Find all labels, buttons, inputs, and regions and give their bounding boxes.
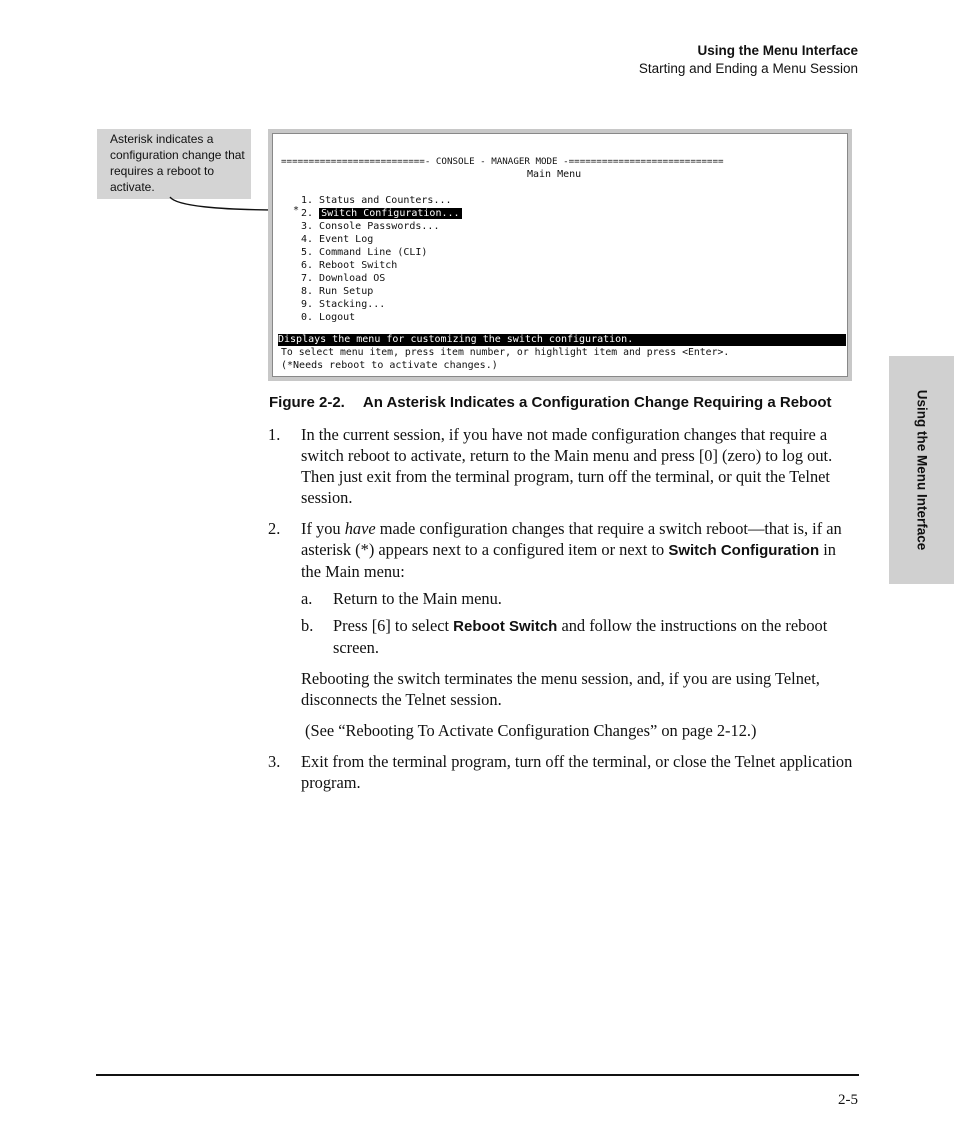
step-number: 3. [268, 752, 281, 771]
ui-keyword: Reboot Switch [453, 618, 558, 635]
text-run: If you [301, 519, 345, 538]
substep-letter: b. [301, 616, 314, 635]
footer-rule [96, 1074, 859, 1076]
figure-number: Figure 2-2. [269, 394, 345, 411]
menu-item-console-passwords: 3. Console Passwords... [301, 221, 440, 232]
menu-item-run-setup: 8. Run Setup [301, 286, 374, 297]
page-number: 2-5 [838, 1092, 858, 1108]
body-text [268, 424, 858, 803]
text-run: in the Main menu: [301, 540, 836, 581]
side-tab-label: Using the Menu Interface [914, 389, 929, 551]
reboot-note: Rebooting the switch terminates the menu session, and, if you are using Telnet, disconnects the Telnet session. [301, 669, 820, 709]
step-text: Exit from the terminal program, turn off the terminal, or close the Telnet application program. [301, 752, 853, 792]
step-1 [268, 424, 858, 508]
emphasis: have [344, 519, 376, 538]
menu-item-download-os: 7. Download OS [301, 273, 386, 284]
figure-caption [269, 394, 869, 411]
step-text: In the current session, if you have not made configuration changes that require a switch reboot to activate, return to the Main menu and press [0] (zero) to log out. Then just exit from the terminal program, turn off the terminal, or quit the Telnet session. [301, 425, 833, 507]
menu-item-logout: 0. Logout [301, 312, 356, 323]
substep-letter: a. [301, 589, 313, 608]
step-text [301, 518, 858, 582]
console-screenshot [268, 129, 852, 381]
ui-keyword: Switch Configuration [668, 542, 820, 559]
step-number: 2. [268, 519, 281, 538]
menu-item-cli: 5. Command Line (CLI) [301, 247, 428, 258]
step-2 [268, 518, 858, 741]
console-subtitle: Main Menu [527, 169, 582, 180]
substep-a [301, 588, 858, 609]
cross-reference: (See “Rebooting To Activate Configuration Changes” on page 2-12.) [305, 721, 757, 740]
substep-b [301, 615, 858, 658]
console-screen [272, 133, 848, 377]
menu-item-event-log: 4. Event Log [301, 234, 374, 245]
step-number: 1. [268, 425, 281, 444]
text-run: made configuration changes that require a switch reboot—that is, if an asterisk (*) appears next to a configured item or next to [301, 519, 842, 559]
step-3 [268, 751, 858, 793]
console-reboot-note: (*Needs reboot to activate changes.) [281, 360, 498, 371]
menu-item-status: 1. Status and Counters... [301, 195, 452, 206]
section-title: Starting and Ending a Menu Session [638, 61, 858, 76]
chapter-side-tab [889, 356, 954, 584]
callout-text: Asterisk indicates a configuration change that requires a reboot to activate. [110, 132, 245, 194]
substep-text: Return to the Main menu. [333, 589, 502, 608]
selected-menu-item: Switch Configuration... [321, 208, 460, 219]
console-help-line: To select menu item, press item number, or highlight item and press <Enter>. [281, 347, 730, 358]
chapter-title: Using the Menu Interface [697, 43, 858, 58]
menu-item-switch-configuration: 2. Switch Configuration... [301, 208, 460, 219]
menu-item-stacking: 9. Stacking... [301, 299, 386, 310]
console-title-line: ==========================- CONSOLE - MANAGER MODE -============================ [281, 156, 724, 167]
text-run: and follow the instructions on the reboot screen. [333, 616, 828, 657]
asterisk-marker: * [293, 205, 300, 216]
figure-title: An Asterisk Indicates a Configuration Change Requiring a Reboot [362, 394, 832, 411]
menu-item-reboot: 6. Reboot Switch [301, 260, 398, 271]
text-run: Press [6] to select [333, 616, 454, 635]
console-status-bar: Displays the menu for customizing the switch configuration. [278, 334, 846, 346]
